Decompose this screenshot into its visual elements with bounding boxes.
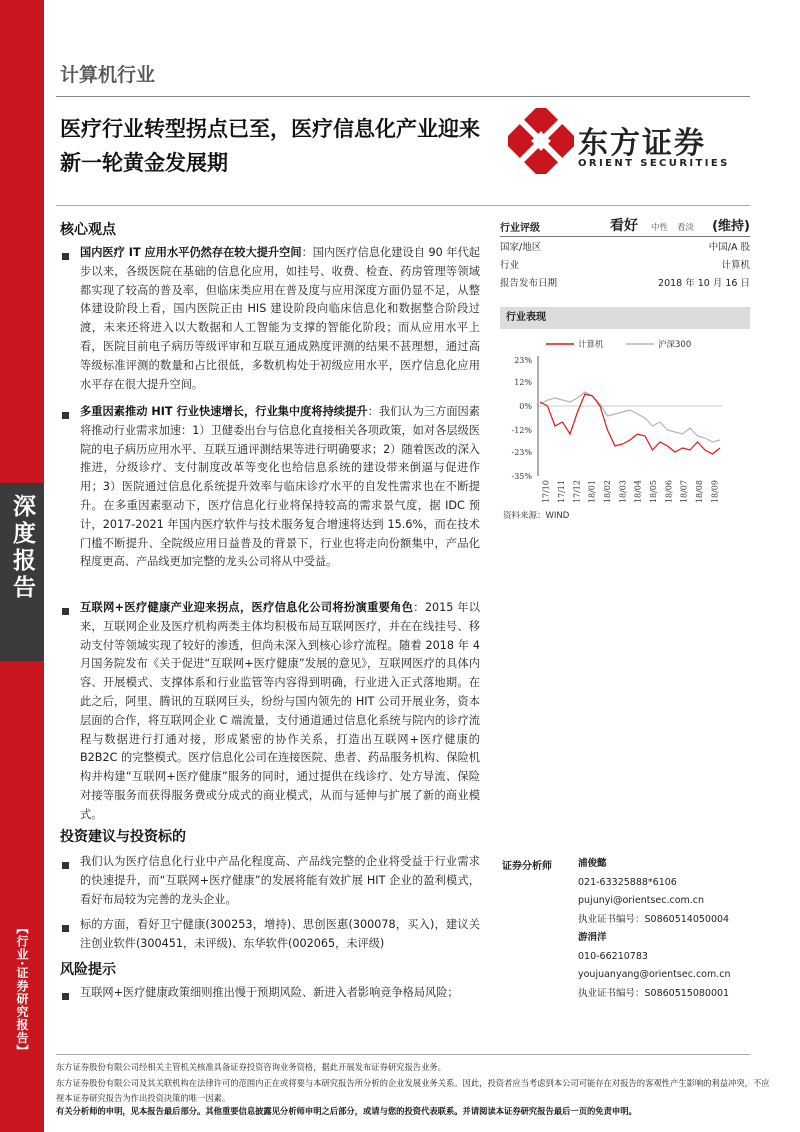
report-type-tag: 深度报告 <box>9 494 35 602</box>
x-tick-label: 18/01 <box>587 480 597 504</box>
y-tick-label: 0% <box>519 402 532 411</box>
bullet-icon <box>62 608 69 615</box>
rating-option-negative: 看淡 <box>677 223 695 233</box>
rating-divider <box>500 236 750 237</box>
risk-point-1: 互联网+医疗健康政策细则推出慢于预期风险、新进入者影响竞争格局风险； <box>80 986 459 999</box>
core-point-2: 多重因素推动 HIT 行业快速增长，行业集中度将持续提升：我们认为三方面因素将推动行业需求加速：1）卫健委出台与信息化直接相关各项政策，如对各层级医院的电子病历应用水平、互联互通评测结果等进行明确要求；2）随着医改的深入推进，分级诊疗、支付制度改革等变化也给信息系统的建设带来倒逼与促进作用；3）医院通过信息化系统提升效率与临床诊疗水平的自发性需求也在不断提升。在多重因素驱动下，医疗信息化行业将保持较高的需求景气度，据 IDC 预计，2017-2021 年国内医疗软件与技术服务复合增速将达到 15.6%，而在技术门槛不断提升、全院级应用日益普及的背景下，行业也将走向份额集中，产品化程度更高、产品线更加完整的龙头公司将从中受益。 <box>80 405 480 569</box>
chart-source: 资料来源：WIND <box>503 511 570 521</box>
chart-title: 行业表现 <box>500 307 750 329</box>
invest-point-1: 我们认为医疗信息化行业中产品化程度高、产品线完整的企业将受益于行业需求的快速提升，而“互联网+医疗健康”的发展将能有效扩展 HIT 企业的盈利模式，看好布局较为完善的龙头企业。 <box>80 855 480 906</box>
x-tick-label: 17/12 <box>572 480 582 504</box>
x-tick-label: 18/02 <box>603 480 612 504</box>
info-row-industry: 行业 计算机 <box>500 260 750 271</box>
logo-text-cn: 东方证券 <box>578 126 706 161</box>
x-tick-label: 18/08 <box>695 480 704 504</box>
analyst-label: 证券分析师 <box>502 861 552 872</box>
invest-heading: 投资建议与投资标的 <box>60 829 186 845</box>
analyst-cert: 执业证书编号：S0860514050004 <box>578 913 730 925</box>
analyst-cert: 执业证书编号：S0860515080001 <box>578 987 730 999</box>
x-tick-label: 17/10 <box>541 480 551 504</box>
legend-label: 沪深300 <box>658 340 692 350</box>
sector-label: 计算机行业 <box>60 64 156 86</box>
series-line-computer <box>540 394 720 454</box>
rating-label: 行业评级 <box>500 223 540 234</box>
footer-disclosure: 东方证券股份有限公司及其关联机构在法律许可的范围内正在或将要与本研究报告所分析的企业发展业务关系。因此，投资者应当考虑到本公司可能存在对报告的客观性产生影响的利益冲突，不应视本证券研究报告为作出投资决策的唯一因素。 <box>56 1078 770 1103</box>
core-heading: 核心观点 <box>60 222 116 238</box>
legend-label: 计算机 <box>578 340 604 350</box>
core-point-1: 国内医疗 IT 应用水平仍然存在较大提升空间：国内医疗信息化建设自 90 年代起步以来，各级医院在基础的信息化应用，如挂号、收费、检查、药房管理等领域都实现了较高的普及率，但临床类应用在普及度与应用深度方面仍显不足，从整体建设阶段上看，国内医院正由 HIS 建设阶段向临床信息化和数据整合阶段过渡，未来还将进入以大数据和人工智能为支撑的智能化阶段；而从应用水平上看，医院目前电子病历等级评审和互联互通成熟度评测的结果不甚理想，通过高等级标准评测的数量和占比很低，多数机构处于初级应用水平，医疗信息化应用水平存在很大提升空间。 <box>80 246 480 391</box>
orient-logo-icon <box>508 108 574 174</box>
header-divider <box>56 96 750 97</box>
footer-disclaimer: 有关分析师的申明，见本报告最后部分。其他重要信息披露见分析师申明之后部分，或请与您的投资代表联系。并请阅读本证券研究报告最后一页的免责申明。 <box>56 1106 637 1116</box>
x-tick-label: 18/05 <box>649 480 658 504</box>
rating-value: 看好 <box>610 218 638 234</box>
y-tick-label: 12% <box>514 378 532 387</box>
x-tick-label: 18/06 <box>664 480 674 504</box>
risk-heading: 风险提示 <box>60 962 116 978</box>
analyst-name: 浦俊懿 <box>578 858 607 869</box>
title-divider <box>56 205 750 206</box>
x-tick-label: 18/04 <box>633 480 643 504</box>
x-tick-label: 18/07 <box>679 480 689 504</box>
x-tick-label: 18/03 <box>618 480 628 504</box>
analyst-name: 游涓洋 <box>578 932 607 943</box>
bullet-icon <box>62 862 69 869</box>
performance-chart <box>500 334 750 506</box>
y-tick-label: 23% <box>514 356 532 365</box>
info-row-date: 报告发布日期 2018 年 10 月 16 日 <box>500 278 750 289</box>
analyst-phone: 021-63325888*6106 <box>578 876 677 888</box>
report-category-tag: 【行业·证券研究报告】 <box>15 922 29 1058</box>
page-title: 医疗行业转型拐点已至，医疗信息化产业迎来新一轮黄金发展期 <box>60 117 480 175</box>
y-tick-label: -12% <box>511 426 532 435</box>
bullet-icon <box>62 253 69 260</box>
y-tick-label: -23% <box>511 448 532 457</box>
bullet-icon <box>62 412 69 419</box>
core-point-3: 互联网+医疗健康产业迎来拐点，医疗信息化公司将扮演重要角色：2015 年以来，互联网企业及医疗机构两类主体均积极布局互联网医疗，并在在线挂号、移动支付等领域实现了较好的渗透，但尚未深入到核心诊疗流程。随着 2018 年 4 月国务院发布《关于促进“互联网+医疗健康”发展的意见》，互联网医疗的具体内容、开展模式、支撑体系和行业监管等内容得到明确，行业进入正式落地期。在此之后，阿里、腾讯的互联网巨头，纷纷与国内领先的 HIT 公司开展业务，资本层面的合作，将互联网企业 C 端流量，支付通道通过信息化系统与院内的诊疗流程与数据进行打通对接，形成紧密的协作关系，打造出互联网+医疗健康的 B2B2C 的完整模式。医疗信息化公司在连接医院、患者、药品服务机构、保险机构并构建“互联网+医疗健康”服务的同时，通过提供在线诊疗、处方导流、保险对接等服务而获得服务费或分成式的商业模式，从而与延伸与扩展了新的商业模式。 <box>80 601 480 821</box>
analyst-email[interactable]: pujunyi@orientsec.com.cn <box>578 895 705 906</box>
info-row-region: 国家/地区 中国/A 股 <box>500 242 750 253</box>
y-tick-label: -35% <box>511 472 532 481</box>
logo-text-en: ORIENT SECURITIES <box>578 158 730 169</box>
rating-maintain: (维持) <box>712 219 750 234</box>
x-tick-label: 17/11 <box>557 480 566 504</box>
invest-point-2: 标的方面，看好卫宁健康(300253，增持)、思创医惠(300078，买入)，建议关注创业软件(300451，未评级)、东华软件(002065，未评级) <box>80 918 480 950</box>
footer-divider <box>56 1054 750 1055</box>
series-line-csi300 <box>540 392 720 442</box>
analyst-2 <box>578 929 731 1003</box>
analyst-phone: 010-66210783 <box>578 950 648 962</box>
footer-qualification: 东方证券股份有限公司经相关主管机关核准具备证券投资咨询业务资格，据此开展发布证券研究报告业务。 <box>56 1062 446 1072</box>
bullet-icon <box>62 925 69 932</box>
x-tick-label: 18/09 <box>710 480 720 504</box>
analyst-1 <box>578 855 729 929</box>
rating-row <box>500 214 750 236</box>
analyst-email[interactable]: youjuanyang@orientsec.com.cn <box>578 969 731 980</box>
rating-option-neutral: 中性 <box>651 223 669 233</box>
bullet-icon <box>62 993 69 1000</box>
